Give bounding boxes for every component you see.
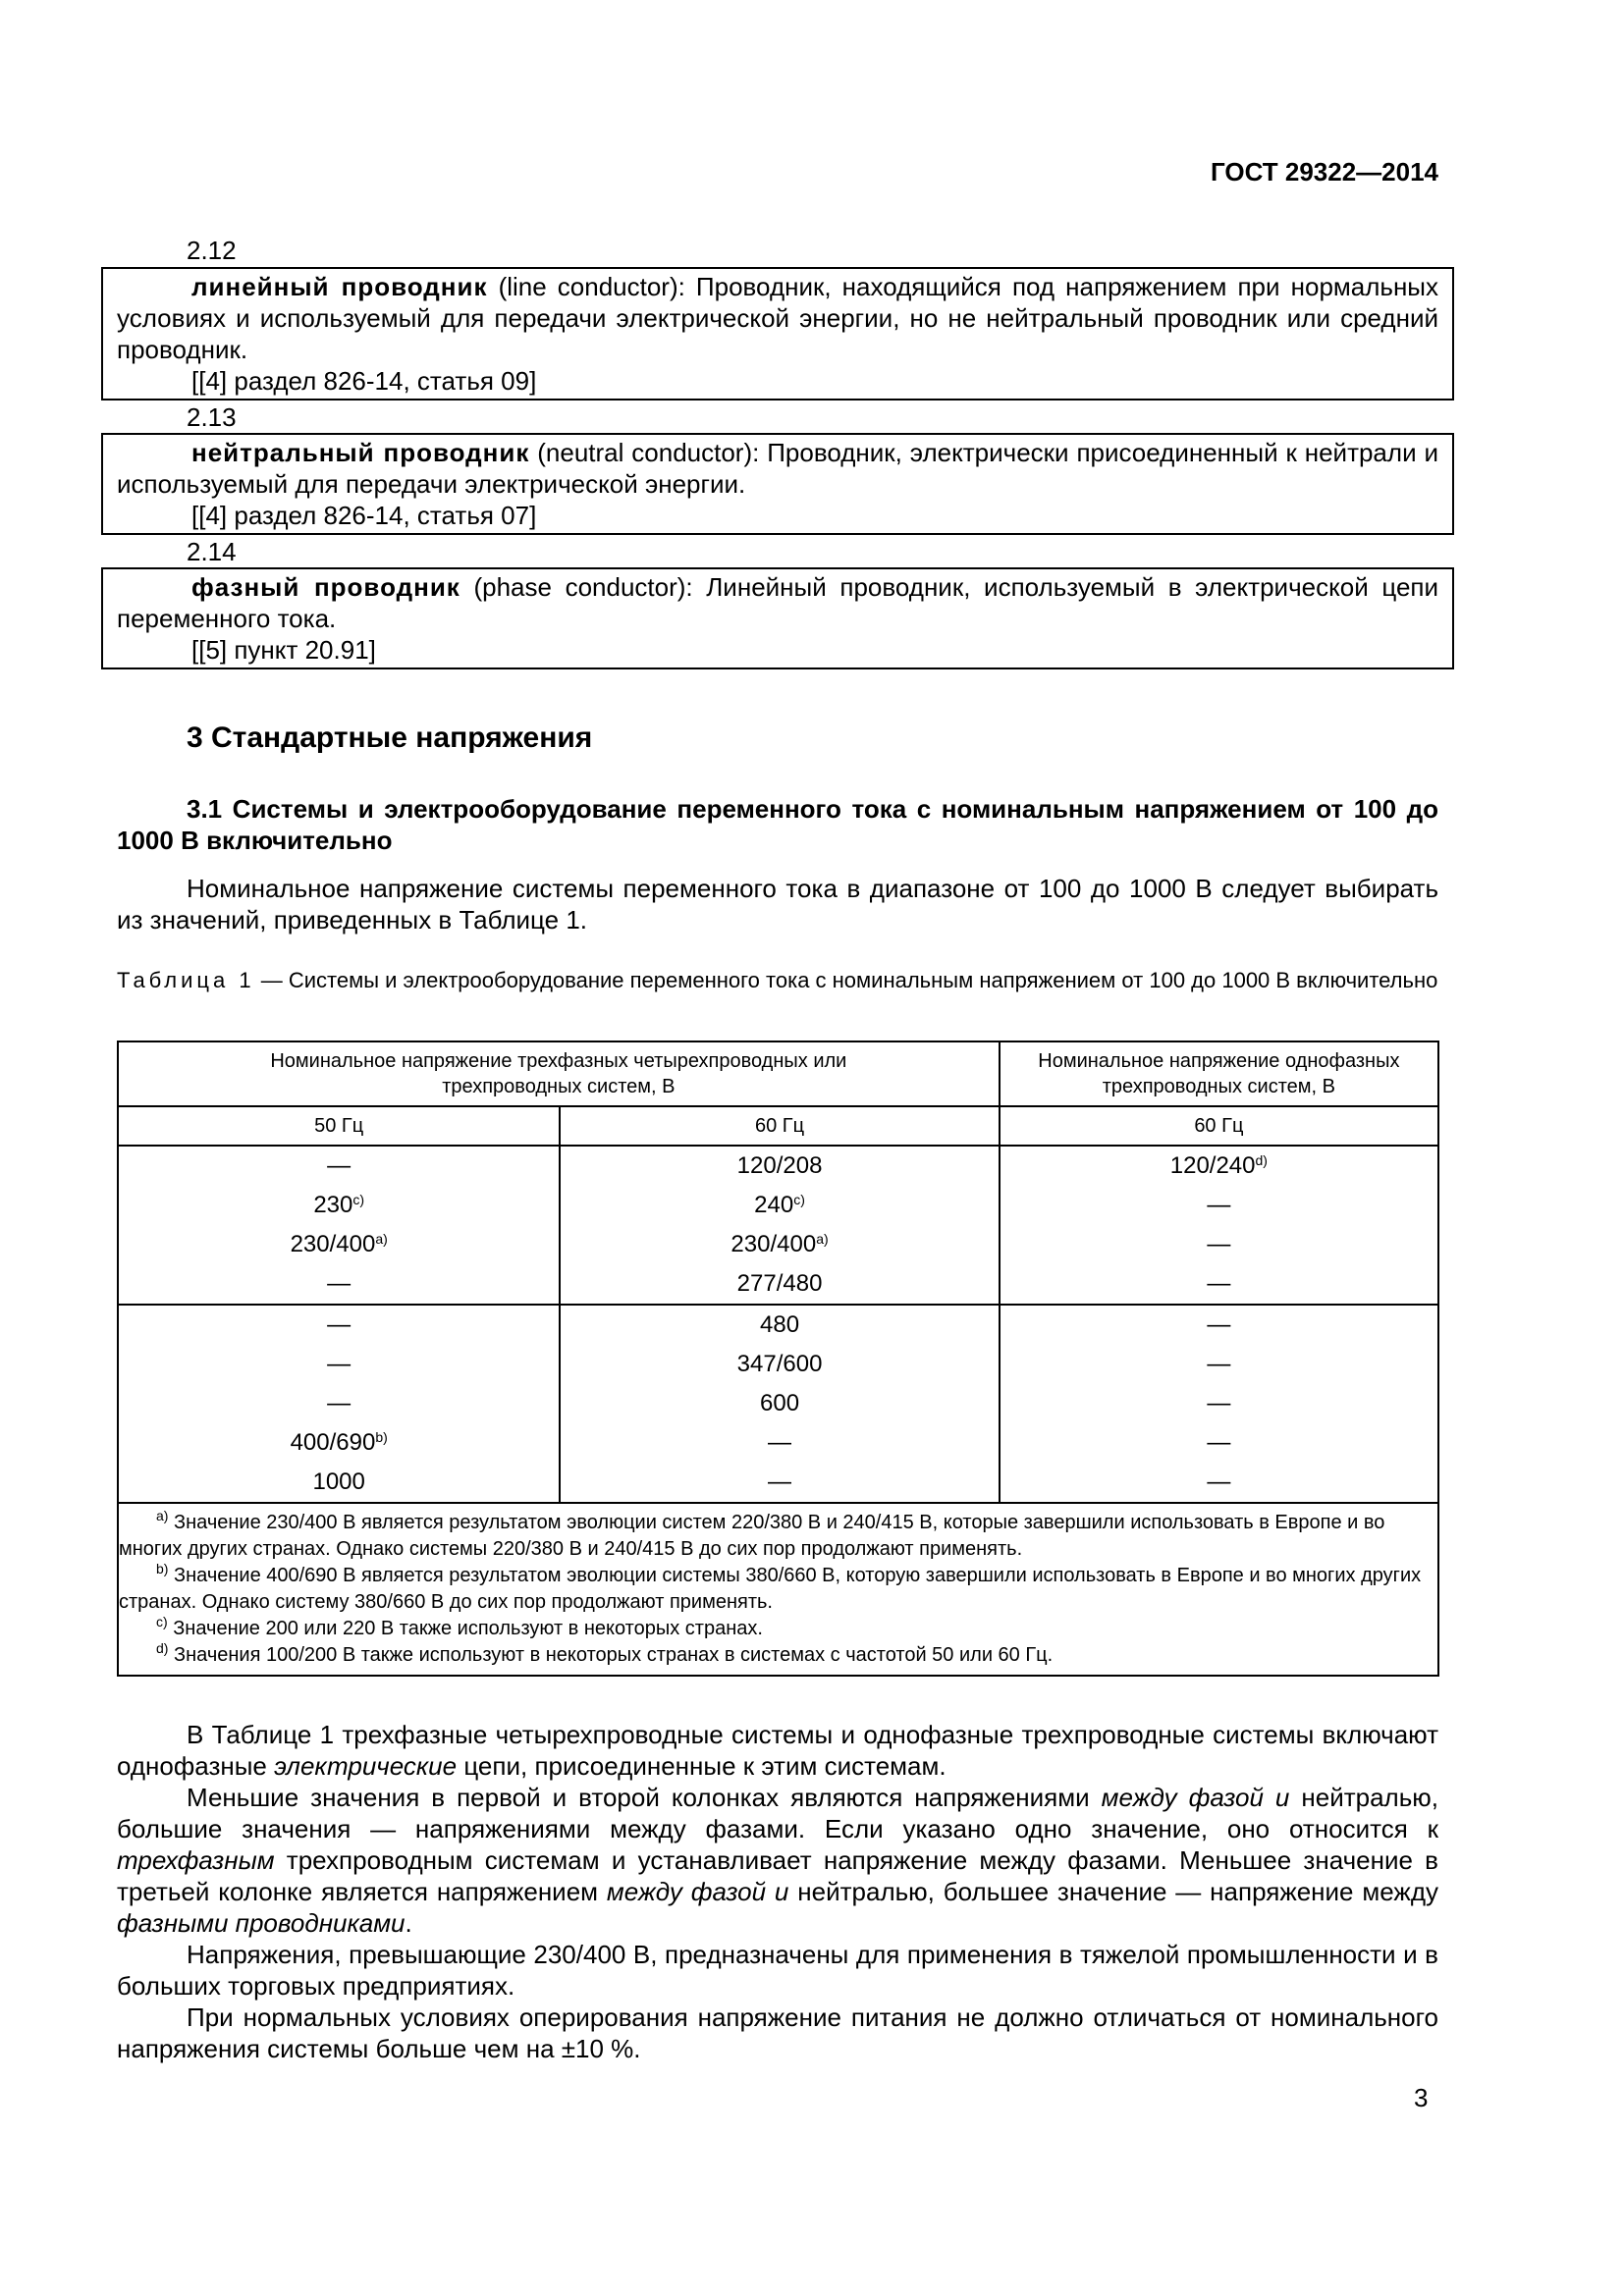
footnote-mark: b) xyxy=(375,1429,388,1445)
footnote-mark: c) xyxy=(793,1192,805,1207)
table-cell xyxy=(118,1345,560,1384)
footnote-mark: a) xyxy=(816,1231,829,1247)
term-definition-text: (phase conductor): Линейный проводник, используемый в электрической цепи переменного тока. xyxy=(117,572,1439,633)
table-cell xyxy=(118,1384,560,1423)
text-run: нейтралью, большее значение — напряжение между xyxy=(788,1877,1438,1906)
cell-value: 120/208 xyxy=(736,1152,823,1179)
table-caption-text: — Системы и электрооборудование переменного тока с номинальным напряжением от 100 до 1000 В включительно xyxy=(254,968,1438,992)
table-caption-label: Таблица 1 xyxy=(117,968,255,992)
cell-value: — xyxy=(768,1429,792,1456)
cell-value: 277/480 xyxy=(736,1270,823,1297)
note-mark: b) xyxy=(156,1561,169,1576)
cell-value: 600 xyxy=(760,1390,800,1416)
term-source: [[5] пункт 20.91] xyxy=(191,635,376,665)
header-single-phase: Номинальное напряжение однофазных трехпроводных систем, В xyxy=(1000,1041,1438,1106)
text-run: нейтралью, большие значения — напряжениями между фазами. Если указано одно значение, оно относится к xyxy=(117,1783,1438,1843)
term-definition xyxy=(117,271,1438,365)
table-cell xyxy=(560,1186,999,1225)
header-three-phase: Номинальное напряжение трехфазных четырехпроводных или трехпроводных систем, В xyxy=(118,1041,1000,1106)
table-cell xyxy=(1000,1186,1438,1225)
document-code-header: ГОСТ 29322—2014 xyxy=(1211,157,1438,187)
body-paragraph-2 xyxy=(117,1782,1438,1939)
cell-value: — xyxy=(768,1468,792,1495)
text-run: Меньшие значения в первой и второй колонках являются напряжениями xyxy=(187,1783,1102,1812)
table-cell xyxy=(118,1186,560,1225)
cell-value: — xyxy=(327,1390,352,1416)
cell-value: 120/240 xyxy=(1169,1152,1256,1179)
term-entry-box xyxy=(101,433,1454,535)
note-mark: a) xyxy=(156,1508,169,1523)
term-definition xyxy=(117,571,1438,634)
voltage-table xyxy=(117,1041,1439,1677)
term-entry-box xyxy=(101,567,1454,669)
cell-value: — xyxy=(1207,1192,1231,1218)
italic-run: между фазой и xyxy=(1101,1783,1290,1812)
table-cell xyxy=(1000,1463,1438,1503)
table-cell xyxy=(1000,1423,1438,1463)
table-caption xyxy=(117,966,1438,994)
header-50hz: 50 Гц xyxy=(118,1106,560,1146)
table-row xyxy=(118,1384,1438,1423)
table-row xyxy=(118,1305,1438,1345)
table-row xyxy=(118,1186,1438,1225)
page-number: 3 xyxy=(1414,2083,1429,2112)
footnote-mark: a) xyxy=(375,1231,388,1247)
cell-value: — xyxy=(1207,1270,1231,1297)
table-cell xyxy=(1000,1146,1438,1186)
section-heading: 3 Стандартные напряжения xyxy=(187,721,593,754)
table-note xyxy=(119,1563,1437,1616)
cell-value: — xyxy=(1207,1311,1231,1338)
cell-value: 400/690 xyxy=(290,1429,376,1456)
term-definition-text: (neutral conductor): Проводник, электрически присоединенный к нейтрали и используемый для передачи электрической энергии. xyxy=(117,438,1438,499)
table-cell xyxy=(118,1463,560,1503)
cell-value: 230/400 xyxy=(290,1231,376,1257)
table-cell xyxy=(560,1146,999,1186)
footnote-mark: d) xyxy=(1255,1152,1268,1168)
italic-run: между фазой и xyxy=(606,1877,789,1906)
note-text: Значения 100/200 В также используют в некоторых странах в системах с частотой 50 или 60 Гц. xyxy=(168,1644,1054,1666)
table-cell xyxy=(118,1225,560,1264)
body-paragraph-3: Напряжения, превышающие 230/400 В, предназначены для применения в тяжелой промышленности и в больших торговых предприятиях. xyxy=(117,1940,1438,2001)
table-row xyxy=(118,1345,1438,1384)
table-cell xyxy=(118,1423,560,1463)
cell-value: — xyxy=(327,1351,352,1377)
cell-value: — xyxy=(1207,1468,1231,1495)
subsection-heading: 3.1 Системы и электрооборудование переменного тока с номинальным напряжением от 100 до 1000 В включительно xyxy=(117,794,1438,855)
italic-run: фазными проводниками xyxy=(117,1908,406,1938)
term-definition-text: (line conductor): Проводник, находящийся под напряжением при нормальных условиях и используемый для передачи электрической энергии, но не нейтральный проводник или средний проводник. xyxy=(117,272,1438,364)
table-cell xyxy=(560,1345,999,1384)
cell-value: — xyxy=(1207,1429,1231,1456)
footnote-mark: c) xyxy=(352,1192,365,1207)
body-paragraph-1 xyxy=(117,1719,1438,1782)
table-cell xyxy=(560,1225,999,1264)
table-cell xyxy=(560,1463,999,1503)
table-cell xyxy=(118,1305,560,1345)
term-name: нейтральный проводник xyxy=(191,438,530,467)
table-note xyxy=(119,1510,1437,1563)
table-notes xyxy=(118,1503,1438,1676)
table-row xyxy=(118,1225,1438,1264)
cell-value: 230/400 xyxy=(730,1231,817,1257)
note-text: Значение 200 или 220 В также используют в некоторых странах. xyxy=(167,1618,763,1639)
italic-run: трехфазным xyxy=(117,1845,275,1875)
cell-value: — xyxy=(1207,1351,1231,1377)
cell-value: — xyxy=(327,1152,352,1179)
term-number: 2.14 xyxy=(187,537,237,566)
cell-value: 230 xyxy=(313,1192,353,1218)
italic-run: электрические xyxy=(274,1751,458,1781)
table-cell xyxy=(560,1305,999,1345)
table-cell xyxy=(1000,1225,1438,1264)
table-row xyxy=(118,1423,1438,1463)
table-cell xyxy=(560,1384,999,1423)
table-cell xyxy=(1000,1384,1438,1423)
term-name: фазный проводник xyxy=(191,572,460,602)
cell-value: — xyxy=(327,1270,352,1297)
table-cell xyxy=(118,1146,560,1186)
table-cell xyxy=(1000,1345,1438,1384)
table-cell xyxy=(1000,1305,1438,1345)
table-cell xyxy=(560,1423,999,1463)
table-row xyxy=(118,1146,1438,1186)
note-text: Значение 400/690 В является результатом эволюции системы 380/660 В, которую завершили использовать в Европе и во многих других странах. Однако систему 380/660 В до сих пор продолжают применять. xyxy=(119,1565,1422,1613)
cell-value: 240 xyxy=(754,1192,794,1218)
body-paragraph-4: При нормальных условиях оперирования напряжение питания не должно отличаться от номинального напряжения системы больше чем на ±10 %. xyxy=(117,2002,1438,2063)
cell-value: 480 xyxy=(760,1311,800,1338)
note-mark: d) xyxy=(156,1640,169,1656)
term-entry-box xyxy=(101,267,1454,400)
term-number: 2.13 xyxy=(187,402,237,432)
text-run: трехпроводным системам и устанавливает напряжение между фазами. Меньшее значение в третьей колонке является напряжением xyxy=(117,1845,1438,1906)
text-run: В Таблице 1 трехфазные четырехпроводные системы и однофазные трехпроводные системы включают однофазные xyxy=(117,1720,1438,1781)
intro-paragraph: Номинальное напряжение системы переменного тока в диапазоне от 100 до 1000 В следует выбирать из значений, приведенных в Таблице 1. xyxy=(117,874,1438,934)
term-number: 2.12 xyxy=(187,236,237,265)
header-60hz: 60 Гц xyxy=(560,1106,999,1146)
text-run: цепи, присоединенные к этим системам. xyxy=(457,1751,947,1781)
table-row xyxy=(118,1264,1438,1305)
term-definition xyxy=(117,437,1438,500)
table-cell xyxy=(560,1264,999,1305)
cell-value: 347/600 xyxy=(736,1351,823,1377)
term-source: [[4] раздел 826-14, статья 09] xyxy=(191,366,537,396)
header-60hz: 60 Гц xyxy=(1000,1106,1438,1146)
cell-value: 1000 xyxy=(312,1468,365,1495)
term-name: линейный проводник xyxy=(191,272,488,301)
cell-value: — xyxy=(1207,1390,1231,1416)
table-cell xyxy=(1000,1264,1438,1305)
text-run: . xyxy=(405,1908,412,1938)
note-mark: c) xyxy=(156,1614,168,1629)
table-note xyxy=(119,1616,1437,1642)
table-cell xyxy=(118,1264,560,1305)
table-note xyxy=(119,1642,1437,1669)
term-source: [[4] раздел 826-14, статья 07] xyxy=(191,501,537,530)
cell-value: — xyxy=(1207,1231,1231,1257)
cell-value: — xyxy=(327,1311,352,1338)
note-text: Значение 230/400 В является результатом эволюции систем 220/380 В и 240/415 В, которые завершили использовать в Европе и во многих других странах. Однако системы 220/380 В и 240/415 В до сих пор продолжают применять. xyxy=(119,1512,1385,1560)
table-row xyxy=(118,1463,1438,1503)
